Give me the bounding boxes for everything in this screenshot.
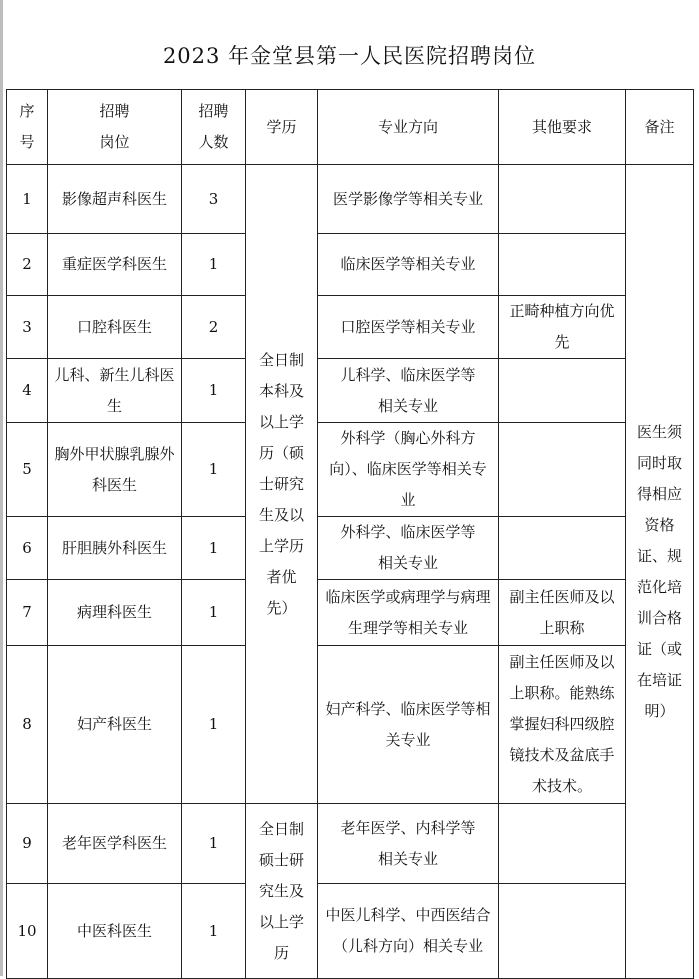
cell-count: 1: [182, 234, 246, 296]
cell-post: 妇产科医生: [48, 646, 182, 804]
table-row: [7, 423, 694, 517]
cell-count: 1: [182, 646, 246, 804]
table-row: [7, 234, 694, 296]
cell-other: [499, 804, 626, 884]
cell-other: [499, 517, 626, 580]
header-row: [7, 90, 694, 165]
cell-education-group-2: 全日制硕士研究生及以上学历: [246, 804, 318, 979]
cell-education-group-1: 全日制本科及以上学历（硕士研究生及以上学历者优先）: [246, 165, 318, 804]
header-count: 招聘人数: [182, 90, 246, 165]
cell-count: 3: [182, 165, 246, 234]
cell-other: [499, 884, 626, 979]
cell-seq: 10: [7, 884, 48, 979]
header-note: 备注: [626, 90, 694, 165]
cell-post: 中医科医生: [48, 884, 182, 979]
cell-seq: 1: [7, 165, 48, 234]
cell-count: 1: [182, 423, 246, 517]
header-major: 专业方向: [318, 90, 499, 165]
cell-count: 1: [182, 884, 246, 979]
cell-major: 妇产科学、临床医学等相关专业: [318, 646, 499, 804]
cell-seq: 2: [7, 234, 48, 296]
header-education: 学历: [246, 90, 318, 165]
table-row: [7, 517, 694, 580]
cell-seq: 3: [7, 296, 48, 359]
cell-post: 病理科医生: [48, 580, 182, 646]
cell-note: 医生须同时取得相应资格证、规范化培训合格证（或在培证明）: [626, 165, 694, 979]
cell-count: 1: [182, 517, 246, 580]
cell-major: 中医儿科学、中西医结合（儿科方向）相关专业: [318, 884, 499, 979]
cell-post: 重症医学科医生: [48, 234, 182, 296]
cell-major: 医学影像学等相关专业: [318, 165, 499, 234]
cell-count: 1: [182, 359, 246, 423]
table-row: [7, 359, 694, 423]
cell-post: 儿科、新生儿科医生: [48, 359, 182, 423]
page-title: 2023 年金堂县第一人民医院招聘岗位: [162, 44, 537, 68]
cell-post: 影像超声科医生: [48, 165, 182, 234]
header-post: 招聘岗位: [48, 90, 182, 165]
table-row: [7, 296, 694, 359]
cell-other: [499, 165, 626, 234]
cell-count: 1: [182, 580, 246, 646]
cell-post: 老年医学科医生: [48, 804, 182, 884]
cell-other: [499, 359, 626, 423]
cell-major: 临床医学或病理学与病理生理学等相关专业: [318, 580, 499, 646]
cell-other: [499, 234, 626, 296]
cell-count: 1: [182, 804, 246, 884]
cell-major: 临床医学等相关专业: [318, 234, 499, 296]
cell-other: 副主任医师及以上职称: [499, 580, 626, 646]
table-row: [7, 804, 694, 884]
table-row: [7, 580, 694, 646]
cell-major: 外科学、临床医学等相关专业: [318, 517, 499, 580]
header-seq: 序号: [7, 90, 48, 165]
cell-other: [499, 423, 626, 517]
table-row: [7, 646, 694, 804]
cell-seq: 7: [7, 580, 48, 646]
table-row: [7, 884, 694, 979]
cell-major: 老年医学、内科学等相关专业: [318, 804, 499, 884]
cell-other: 正畸种植方向优先: [499, 296, 626, 359]
page-edge: [0, 0, 3, 976]
cell-seq: 6: [7, 517, 48, 580]
header-other: 其他要求: [499, 90, 626, 165]
recruitment-table: [6, 89, 694, 979]
cell-other: 副主任医师及以上职称。能熟练掌握妇科四级腔镜技术及盆底手术技术。: [499, 646, 626, 804]
cell-seq: 8: [7, 646, 48, 804]
cell-major: 外科学（胸心外科方向）、临床医学等相关专业: [318, 423, 499, 517]
cell-seq: 5: [7, 423, 48, 517]
cell-post: 胸外甲状腺乳腺外科医生: [48, 423, 182, 517]
cell-post: 肝胆胰外科医生: [48, 517, 182, 580]
table-row: [7, 165, 694, 234]
cell-major: 口腔医学等相关专业: [318, 296, 499, 359]
cell-post: 口腔科医生: [48, 296, 182, 359]
cell-major: 儿科学、临床医学等相关专业: [318, 359, 499, 423]
cell-seq: 4: [7, 359, 48, 423]
cell-seq: 9: [7, 804, 48, 884]
cell-count: 2: [182, 296, 246, 359]
